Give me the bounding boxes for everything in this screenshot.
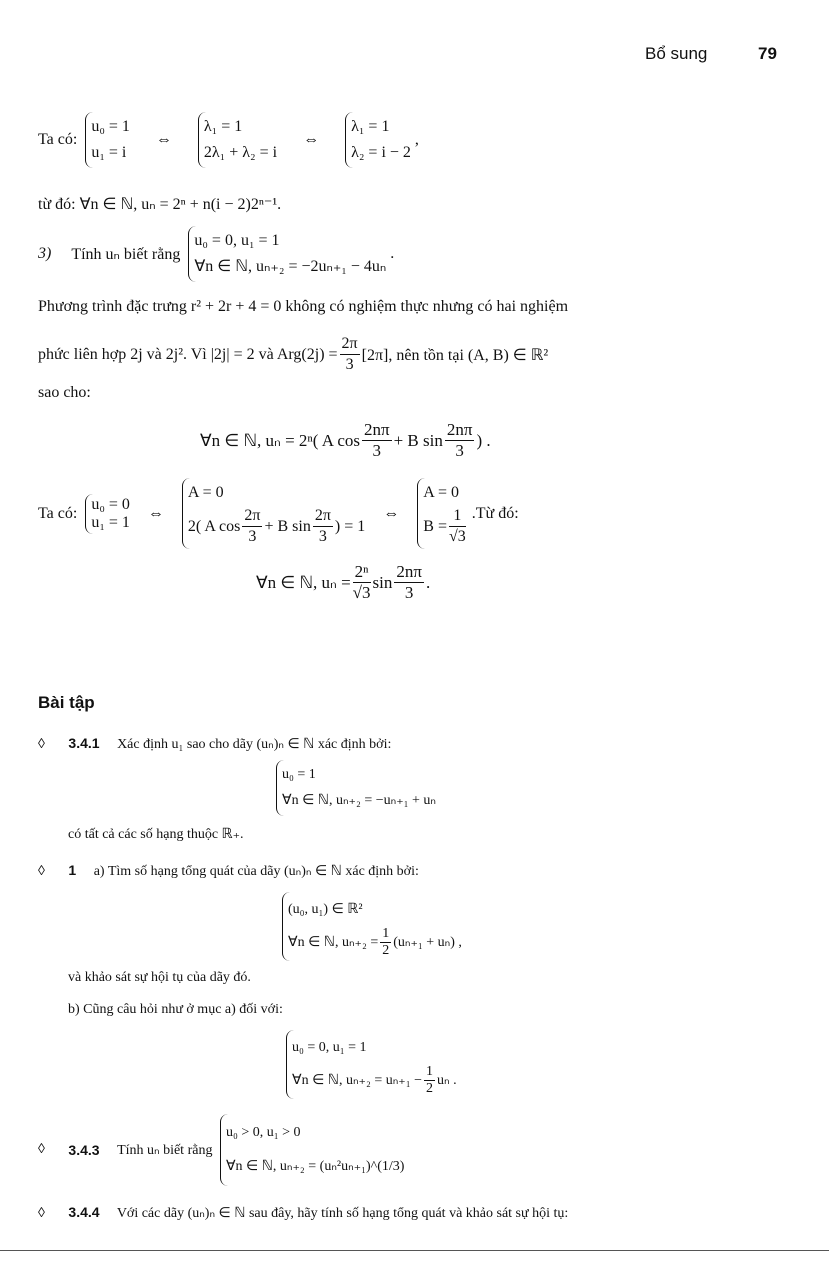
- equation-block-1: [38, 112, 419, 168]
- equivalence-arrow: ⇔: [383, 504, 400, 522]
- equivalence-arrow: ⇔: [303, 131, 320, 148]
- text: ) .: [476, 430, 491, 450]
- exercise-number: 3.4.1: [68, 735, 100, 751]
- system-b: [182, 478, 365, 549]
- equivalence-arrow: ⇔: [155, 131, 172, 148]
- fraction: [424, 1064, 435, 1097]
- text: phức liên hợp 2j và 2j². Vì |2j| = 2 và Arg(2j) =: [38, 345, 338, 363]
- formula-general: [200, 420, 491, 461]
- row: u₀ > 0, u₁ > 0: [225, 1125, 301, 1140]
- numerator: 2π: [313, 506, 333, 527]
- numerator: 1: [425, 1064, 433, 1079]
- text: uₙ .: [436, 1072, 457, 1088]
- denominator: 3: [345, 356, 354, 373]
- row: [288, 926, 462, 959]
- text: .Từ đó:: [471, 504, 519, 522]
- row: u₁ = 1: [91, 513, 130, 531]
- fraction: [353, 562, 371, 603]
- system: [282, 892, 462, 961]
- row: [292, 1064, 457, 1097]
- row: ∀n ∈ ℕ, uₙ₊₂ = (uₙ²uₙ₊₁)^(1/3): [225, 1159, 405, 1174]
- exercise-3-4-4: [38, 1204, 568, 1222]
- text: ) = 1: [334, 517, 366, 535]
- label: Ta có:: [38, 504, 78, 522]
- part-number: 3): [38, 245, 52, 262]
- row: u₁ = i: [91, 144, 127, 161]
- text: ∀n ∈ ℕ, uₙ =: [256, 572, 351, 592]
- denominator: 3: [318, 528, 327, 545]
- text: + B sin: [264, 517, 311, 535]
- denominator: √3: [448, 528, 466, 545]
- diamond-bullet-icon: ◊: [38, 1142, 45, 1157]
- row: ∀n ∈ ℕ, uₙ₊₂ = −uₙ₊₁ + uₙ: [282, 793, 436, 808]
- denominator: 2: [382, 943, 390, 958]
- exercise-text: Với các dãy (uₙ)ₙ ∈ ℕ sau đây, hãy tính số hạng tổng quát và khảo sát sự hội tụ:: [116, 1206, 569, 1221]
- text: .: [425, 572, 431, 592]
- text: + B sin: [393, 430, 443, 450]
- row: [423, 506, 467, 547]
- numerator: 2π: [340, 334, 360, 355]
- punct: ,: [414, 131, 419, 148]
- exercise-text: a) Tìm số hạng tổng quát của dãy (uₙ)ₙ ∈ ℕ xác định bởi:: [93, 864, 419, 879]
- row: ∀n ∈ ℕ, uₙ₊₂ = −2uₙ₊₁ − 4uₙ: [194, 258, 387, 275]
- paragraph-line: sao cho:: [38, 384, 91, 401]
- exercise-text: Tính uₙ biết rằng: [117, 1142, 213, 1158]
- part-text: Tính uₙ biết rằng: [71, 246, 181, 263]
- system-a: [85, 112, 130, 168]
- numerator: 2nπ: [364, 420, 390, 439]
- diamond-bullet-icon: ◊: [38, 864, 45, 879]
- numerator: 2nπ: [396, 562, 422, 581]
- exercise-3-4-2: [38, 862, 419, 880]
- denominator: 2: [425, 1081, 433, 1096]
- denominator: 3: [455, 441, 464, 460]
- fraction: [362, 420, 392, 461]
- numerator: 1: [449, 506, 466, 527]
- exercise-3-4-3: [38, 1114, 408, 1186]
- page-bottom-rule: [0, 1250, 829, 1251]
- fraction: [449, 506, 466, 547]
- text: [2π], nên tồn tại (A, B) ∈ ℝ²: [361, 346, 549, 364]
- exercise-number: 1: [68, 862, 77, 878]
- exercise-number: 3.4.4: [68, 1204, 100, 1220]
- exercise-number: 3.4.3: [68, 1142, 100, 1158]
- exercise-subpart-b: b) Cũng câu hỏi như ở mục a) đối với:: [68, 1002, 283, 1017]
- exercise-text: Xác định u₁ sao cho dãy (uₙ)ₙ ∈ ℕ xác định bởi:: [117, 737, 392, 752]
- system: [188, 226, 386, 282]
- numerator: 2π: [242, 506, 262, 527]
- row: A = 0: [423, 484, 459, 501]
- row: u₀ = 0, u₁ = 1: [194, 232, 280, 249]
- denominator: 3: [404, 583, 414, 602]
- text: (uₙ₊₁ + uₙ) ,: [393, 934, 462, 950]
- numerator: 2nπ: [446, 420, 473, 439]
- denominator: √3: [352, 583, 371, 602]
- fraction: [242, 506, 262, 547]
- diamond-bullet-icon: ◊: [38, 737, 45, 752]
- text: ∀n ∈ ℕ, uₙ₊₂ = uₙ₊₁ −: [292, 1072, 422, 1088]
- system-a: [85, 494, 130, 534]
- fraction: [340, 334, 360, 375]
- row: λ₂ = i − 2: [351, 144, 411, 161]
- fraction: [313, 506, 333, 547]
- running-header: Bổ sung: [645, 44, 708, 63]
- row: u₀ = 1: [91, 118, 130, 135]
- exercise-text: có tất cả các số hạng thuộc ℝ₊.: [68, 827, 244, 842]
- part-3: [38, 226, 394, 282]
- text: ∀n ∈ ℕ, uₙ₊₂ =: [288, 934, 379, 950]
- formula-final: [256, 562, 430, 603]
- system: [286, 1030, 457, 1099]
- system-c: [417, 478, 467, 549]
- row: (u₀, u₁) ∈ ℝ²: [288, 902, 363, 917]
- denominator: 3: [248, 528, 257, 545]
- text: sin: [372, 572, 393, 592]
- equivalence-arrow: ⇔: [147, 504, 164, 522]
- text: B =: [423, 517, 447, 535]
- section-heading: Bài tập: [38, 693, 95, 712]
- system: [276, 760, 436, 816]
- punct: .: [390, 245, 395, 262]
- row: λ₁ = 1: [203, 118, 243, 135]
- row: u₀ = 0, u₁ = 1: [292, 1040, 367, 1055]
- label: Ta có:: [38, 131, 78, 148]
- text: ∀n ∈ ℕ, uₙ = 2ⁿ( A cos: [200, 430, 360, 450]
- text: 2( A cos: [187, 517, 241, 535]
- exercise-text: và khảo sát sự hội tụ của dãy đó.: [68, 970, 251, 985]
- row: 2λ₁ + λ₂ = i: [203, 144, 278, 161]
- row: u₀ = 0: [91, 495, 130, 513]
- numerator: 1: [382, 926, 390, 941]
- system: [220, 1114, 404, 1186]
- row: λ₁ = 1: [351, 118, 390, 135]
- paragraph-line: Phương trình đặc trưng r² + 2r + 4 = 0 không có nghiệm thực nhưng có hai nghiệm: [38, 298, 569, 315]
- numerator: 2ⁿ: [354, 562, 369, 581]
- exercise-system: [272, 760, 440, 816]
- result-line: từ đó: ∀n ∈ ℕ, uₙ = 2ⁿ + n(i − 2)2ⁿ⁻¹.: [38, 196, 282, 213]
- row: [188, 506, 365, 547]
- exercise-3-4-1: [38, 735, 391, 753]
- denominator: 3: [372, 441, 382, 460]
- page-number: 79: [758, 44, 777, 63]
- exercise-system: [278, 892, 466, 961]
- fraction: [445, 420, 475, 461]
- equation-block-2: [38, 478, 519, 549]
- system-b: [198, 112, 277, 168]
- fraction: [380, 926, 391, 959]
- system-c: [345, 112, 411, 168]
- row: A = 0: [187, 484, 224, 501]
- paragraph-line: [38, 334, 548, 375]
- row: u₀ = 1: [282, 767, 316, 782]
- exercise-system: [282, 1030, 461, 1099]
- fraction: [394, 562, 424, 603]
- diamond-bullet-icon: ◊: [38, 1206, 45, 1221]
